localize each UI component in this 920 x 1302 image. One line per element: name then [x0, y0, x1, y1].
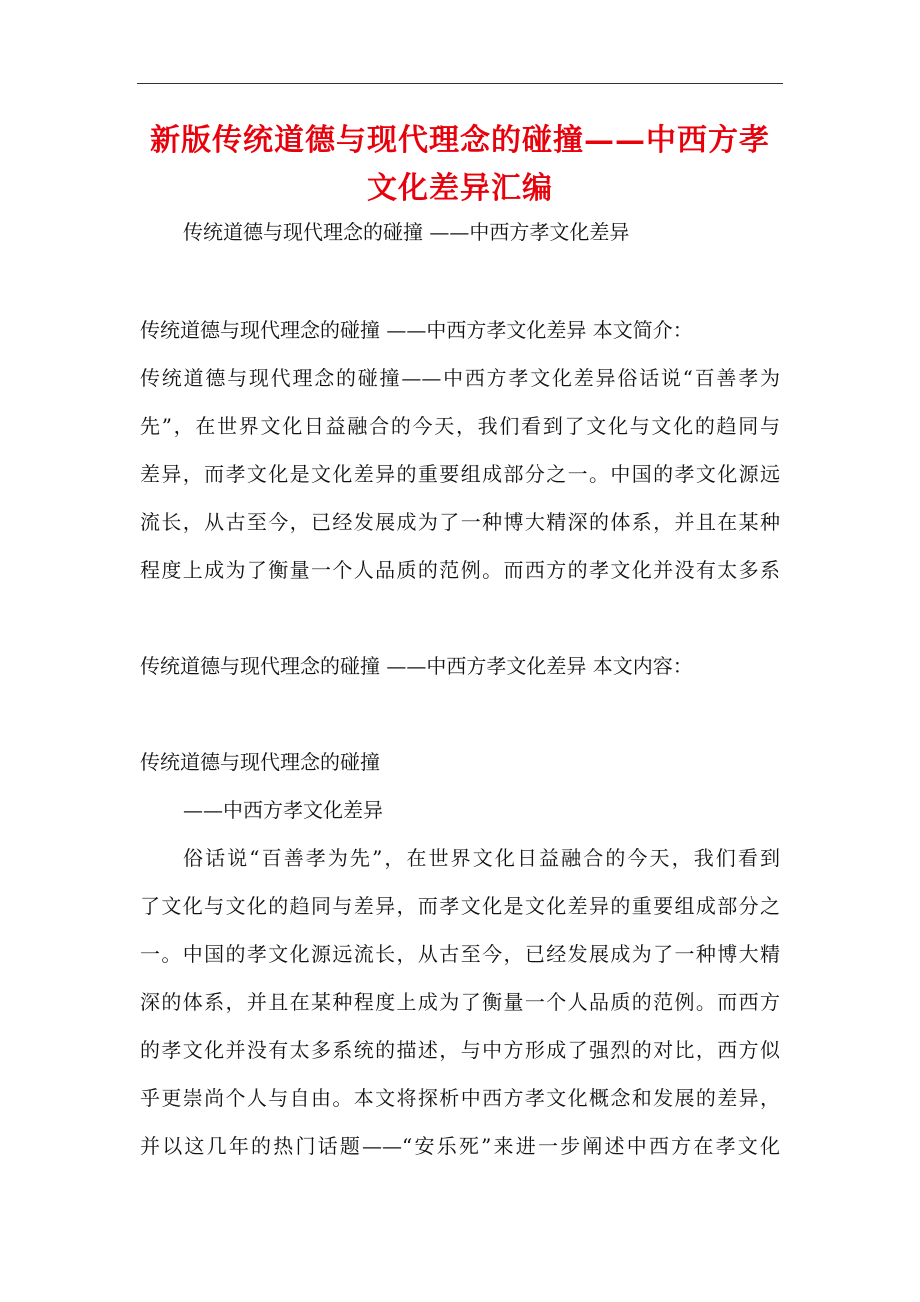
- summary-line: 程度上成为了衡量一个人品质的范例。而西方的孝文化并没有太多系: [140, 558, 780, 582]
- body-line: 乎更崇尚个人与自由。本文将探析中西方孝文化概念和发展的差异，: [140, 1086, 780, 1110]
- body-line: 一。中国的孝文化源远流长，从古至今，已经发展成为了一种博大精: [140, 942, 780, 966]
- body-line: 俗话说“百善孝为先”，在世界文化日益融合的今天，我们看到: [183, 846, 780, 870]
- summary-heading: 传统道德与现代理念的碰撞 ——中西方孝文化差异 本文简介：: [140, 318, 693, 342]
- summary-line: 流长，从古至今，已经发展成为了一种博大精深的体系，并且在某种: [140, 510, 780, 534]
- subtitle: 传统道德与现代理念的碰撞 ——中西方孝文化差异: [183, 220, 630, 244]
- document-title-line-2: 文化差异汇编: [367, 171, 553, 206]
- body-line: 的孝文化并没有太多系统的描述，与中方形成了强烈的对比，西方似: [140, 1038, 780, 1062]
- document-title-line-1: 新版传统道德与现代理念的碰撞——中西方孝: [150, 123, 770, 158]
- summary-line: 先”，在世界文化日益融合的今天，我们看到了文化与文化的趋同与: [140, 414, 780, 438]
- article-subtitle: ——中西方孝文化差异: [183, 798, 383, 822]
- header-rule: [137, 83, 783, 84]
- content-heading: 传统道德与现代理念的碰撞 ——中西方孝文化差异 本文内容：: [140, 654, 693, 678]
- summary-line: 差异，而孝文化是文化差异的重要组成部分之一。中国的孝文化源远: [140, 462, 780, 486]
- article-title: 传统道德与现代理念的碰撞: [140, 750, 380, 774]
- summary-line: 传统道德与现代理念的碰撞——中西方孝文化差异俗话说“百善孝为: [140, 366, 780, 390]
- body-line: 深的体系，并且在某种程度上成为了衡量一个人品质的范例。而西方: [140, 990, 780, 1014]
- body-line: 了文化与文化的趋同与差异，而孝文化是文化差异的重要组成部分之: [140, 894, 780, 918]
- body-line: 并以这几年的热门话题——“安乐死”来进一步阐述中西方在孝文化: [140, 1134, 780, 1158]
